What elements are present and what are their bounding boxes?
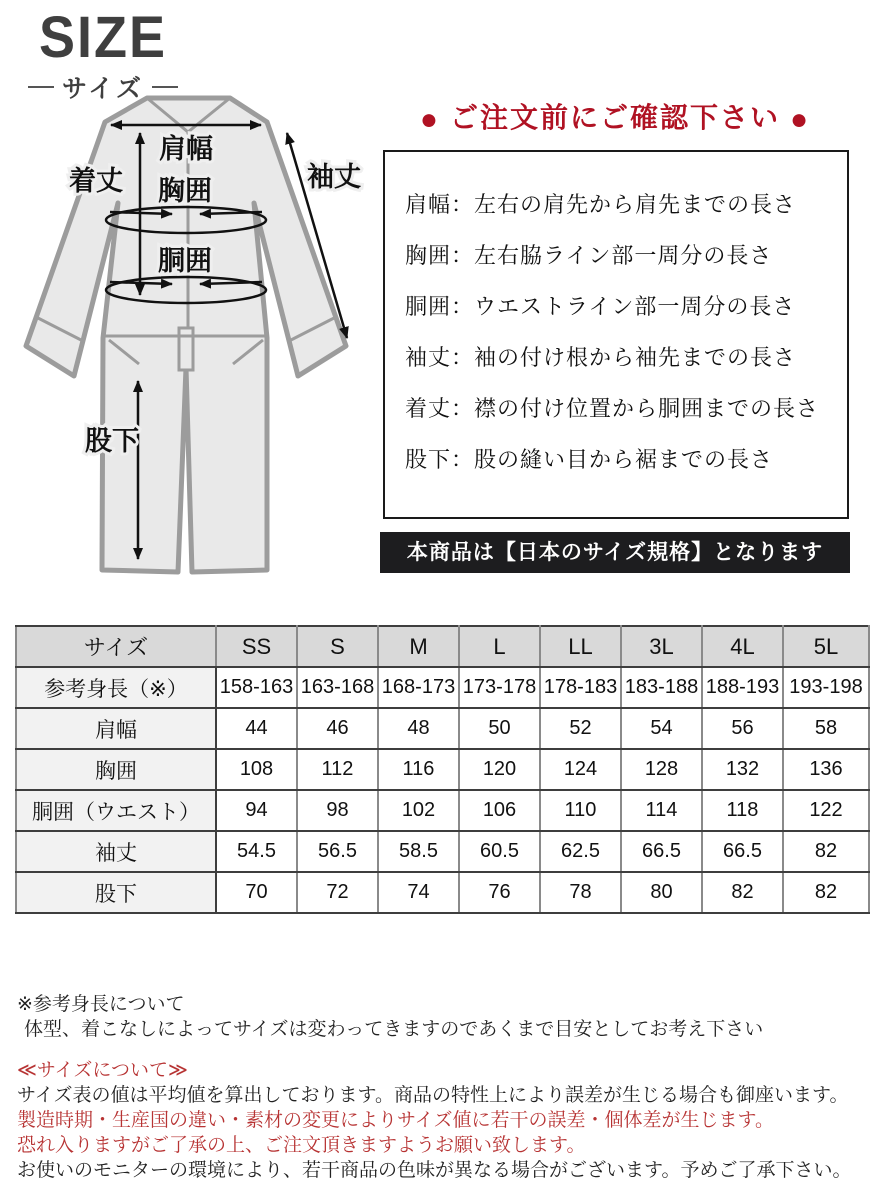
cell-value: 178-183	[540, 667, 621, 708]
cell-value: 54.5	[216, 831, 297, 872]
cell-value: 102	[378, 790, 459, 831]
table-header-ll: LL	[540, 626, 621, 667]
cell-value: 168-173	[378, 667, 459, 708]
diagram-label-chest: 胸囲	[158, 176, 212, 206]
cell-value: 62.5	[540, 831, 621, 872]
note-line: お使いのモニターの環境により、若干商品の色味が異なる場合がございます。予めご了承下さい。	[17, 1160, 852, 1181]
cell-value: 74	[378, 872, 459, 913]
size-table	[15, 625, 870, 914]
row-label: 袖丈	[16, 831, 216, 872]
definition-line: 着丈：襟の付け位置から胴囲までの長さ	[405, 396, 820, 421]
row-label: 参考身長（※）	[16, 667, 216, 708]
table-header-row	[16, 626, 869, 667]
note-line: ≪サイズについて≫	[17, 1060, 188, 1081]
note-line: 製造時期・生産国の違い・素材の変更によりサイズ値に若干の誤差・個体差が生じます。	[17, 1110, 774, 1131]
cell-value: 58.5	[378, 831, 459, 872]
cell-value: 94	[216, 790, 297, 831]
diagram-label-body-length: 着丈	[69, 166, 123, 196]
cell-value: 58	[783, 708, 869, 749]
row-label: 肩幅	[16, 708, 216, 749]
cell-value: 183-188	[621, 667, 702, 708]
note-line: 恐れ入りますがご了承の上、ご注文頂きますようお願い致します。	[17, 1135, 586, 1156]
table-header-m: M	[378, 626, 459, 667]
cell-value: 122	[783, 790, 869, 831]
note-line: サイズ表の値は平均値を算出しております。商品の特性上により誤差が生じる場合も御座います。	[17, 1085, 849, 1106]
cell-value: 66.5	[702, 831, 783, 872]
table-header-ss: SS	[216, 626, 297, 667]
cell-value: 72	[297, 872, 378, 913]
definition-line: 胴囲：ウエストライン部一周分の長さ	[405, 294, 796, 319]
definition-line: 袖丈：袖の付け根から袖先までの長さ	[405, 345, 797, 370]
size-table-body	[16, 626, 869, 913]
cell-value: 193-198	[783, 667, 869, 708]
cell-value: 44	[216, 708, 297, 749]
table-row	[16, 790, 869, 831]
cell-value: 82	[783, 872, 869, 913]
cell-value: 52	[540, 708, 621, 749]
cell-value: 120	[459, 749, 540, 790]
cell-value: 98	[297, 790, 378, 831]
cell-value: 56.5	[297, 831, 378, 872]
cell-value: 158-163	[216, 667, 297, 708]
cell-value: 78	[540, 872, 621, 913]
cell-value: 70	[216, 872, 297, 913]
cell-value: 54	[621, 708, 702, 749]
cell-value: 82	[702, 872, 783, 913]
cell-value: 82	[783, 831, 869, 872]
definition-line: 胸囲：左右脇ライン部一周分の長さ	[405, 243, 773, 268]
table-header-s: S	[297, 626, 378, 667]
table-row	[16, 749, 869, 790]
cell-value: 124	[540, 749, 621, 790]
cell-value: 114	[621, 790, 702, 831]
table-header-4l: 4L	[702, 626, 783, 667]
cell-value: 110	[540, 790, 621, 831]
cell-value: 136	[783, 749, 869, 790]
row-label: 胴囲（ウエスト）	[16, 790, 216, 831]
note-line: 体型、着こなしによってサイズは変わってきますのであくまで目安としてお考え下さい	[24, 1019, 764, 1040]
cell-value: 132	[702, 749, 783, 790]
cell-value: 108	[216, 749, 297, 790]
table-header-l: L	[459, 626, 540, 667]
diagram-label-sleeve: 袖丈	[307, 162, 361, 192]
cell-value: 80	[621, 872, 702, 913]
bullet-icon: ●	[790, 103, 811, 136]
cell-value: 76	[459, 872, 540, 913]
cell-value: 66.5	[621, 831, 702, 872]
diagram-label-shoulder: 肩幅	[159, 134, 213, 164]
definition-line: 股下：股の縫い目から裾までの長さ	[405, 447, 774, 472]
cell-value: 163-168	[297, 667, 378, 708]
confirm-heading	[380, 96, 850, 137]
cell-value: 116	[378, 749, 459, 790]
cell-value: 112	[297, 749, 378, 790]
cell-value: 48	[378, 708, 459, 749]
cell-value: 106	[459, 790, 540, 831]
cell-value: 46	[297, 708, 378, 749]
cell-value: 173-178	[459, 667, 540, 708]
row-label: 股下	[16, 872, 216, 913]
table-row	[16, 872, 869, 913]
japan-size-notice-bar: 本商品は【日本のサイズ規格】となります	[380, 532, 850, 573]
confirm-heading-text: ご注文前にご確認下さい	[449, 102, 780, 133]
table-row	[16, 708, 869, 749]
table-row	[16, 831, 869, 872]
definitions-box	[383, 150, 849, 519]
diagram-label-inseam: 股下	[85, 426, 139, 456]
table-header-size-label: サイズ	[16, 626, 216, 667]
garment-measurement-diagram	[12, 78, 380, 618]
size-notes	[17, 992, 877, 1183]
row-label: 胸囲	[16, 749, 216, 790]
table-header-5l: 5L	[783, 626, 869, 667]
page-title-ja: サイズ	[62, 75, 145, 104]
page-title-en: SIZE	[38, 4, 168, 70]
table-header-3l: 3L	[621, 626, 702, 667]
definition-line: 肩幅：左右の肩先から肩先までの長さ	[405, 192, 797, 217]
cell-value: 60.5	[459, 831, 540, 872]
table-row	[16, 667, 869, 708]
cell-value: 128	[621, 749, 702, 790]
cell-value: 50	[459, 708, 540, 749]
cell-value: 118	[702, 790, 783, 831]
note-line: ※参考身長について	[17, 994, 185, 1015]
bullet-icon: ●	[419, 103, 440, 136]
cell-value: 56	[702, 708, 783, 749]
diagram-label-waist: 胴囲	[158, 246, 212, 276]
cell-value: 188-193	[702, 667, 783, 708]
